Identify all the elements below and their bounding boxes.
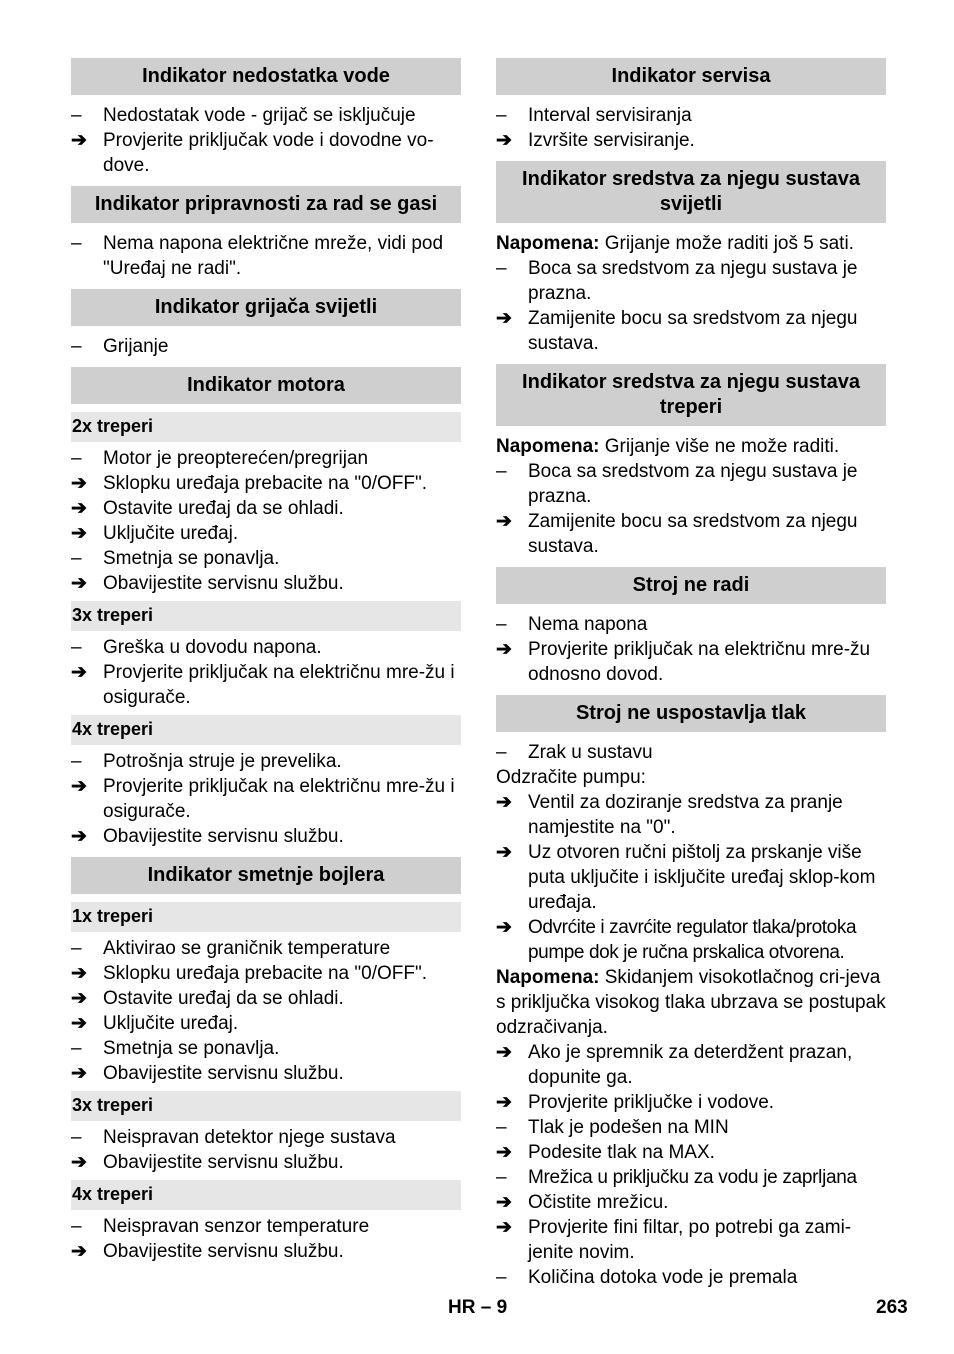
arrow-right-icon: ➔ bbox=[71, 826, 87, 847]
list-item: – Greška u dovodu napona. bbox=[71, 637, 322, 658]
arrow-right-icon: ➔ bbox=[71, 1063, 87, 1084]
arrow-right-icon: ➔ bbox=[71, 1013, 87, 1034]
list-item: ➔ Provjerite fini filtar, po potrebi ga zami-jenite novim. bbox=[496, 1217, 852, 1263]
list-item: ➔ Odvrćite i zavrćite regulator tlaka/protoka pumpe dok je ručna prskalica otvorena. bbox=[496, 917, 857, 963]
right-column bbox=[496, 58, 886, 1290]
list-item: ➔ Uključite uređaj. bbox=[71, 523, 239, 544]
section-title-machine-not-working: Stroj ne radi bbox=[496, 567, 886, 604]
list-item: ➔ Obavijestite servisnu službu. bbox=[71, 1241, 344, 1262]
paragraph: Odzračite pumpu: bbox=[496, 767, 646, 788]
list-item: – Boca sa sredstvom za njegu sustava je prazna. bbox=[496, 258, 858, 304]
dash-marker: – bbox=[496, 742, 507, 763]
list-item: ➔ Provjerite priključak na električnu mre-žu i osigurače. bbox=[71, 776, 455, 822]
dash-marker: – bbox=[496, 614, 507, 635]
list-item: ➔ Obavijestite servisnu službu. bbox=[71, 573, 344, 594]
left-column bbox=[71, 58, 461, 1264]
dash-marker: – bbox=[496, 1267, 507, 1288]
dash-marker: – bbox=[71, 105, 82, 126]
list-item: – Tlak je podešen na MIN bbox=[496, 1117, 729, 1138]
list-item: ➔ Sklopku uređaja prebacite na "0/OFF". bbox=[71, 963, 427, 984]
list-item: ➔ Obavijestite servisnu službu. bbox=[71, 1063, 344, 1084]
list-item: – Neispravan detektor njege sustava bbox=[71, 1127, 396, 1148]
list-item: – Mrežica u priključku za vodu je zaprljana bbox=[496, 1167, 857, 1188]
list-item: ➔ Zamijenite bocu sa sredstvom za njegu sustava. bbox=[496, 308, 858, 354]
dash-marker: – bbox=[71, 1038, 82, 1059]
arrow-right-icon: ➔ bbox=[71, 662, 87, 683]
list-item: – Smetnja se ponavlja. bbox=[71, 1038, 280, 1059]
dash-marker: – bbox=[71, 751, 82, 772]
arrow-right-icon: ➔ bbox=[496, 639, 512, 660]
list-item: – Količina dotoka vode je premala bbox=[496, 1267, 798, 1288]
dash-marker: – bbox=[496, 258, 507, 279]
arrow-right-icon: ➔ bbox=[496, 917, 512, 938]
section-title-ready-indicator: Indikator pripravnosti za rad se gasi bbox=[71, 186, 461, 223]
list-item: ➔ Izvršite servisiranje. bbox=[496, 130, 695, 151]
section-title-no-pressure: Stroj ne uspostavlja tlak bbox=[496, 695, 886, 732]
section-title-boiler-fault: Indikator smetnje bojlera bbox=[71, 857, 461, 894]
arrow-right-icon: ➔ bbox=[496, 792, 512, 813]
list-item: – Motor je preopterećen/pregrijan bbox=[71, 448, 369, 469]
list-item: ➔ Zamijenite bocu sa sredstvom za njegu sustava. bbox=[496, 511, 858, 557]
dash-marker: – bbox=[71, 336, 82, 357]
arrow-right-icon: ➔ bbox=[71, 523, 87, 544]
subsection-title: 2x treperi bbox=[71, 412, 461, 442]
dash-marker: – bbox=[71, 448, 82, 469]
dash-marker: – bbox=[71, 1127, 82, 1148]
subsection-title: 1x treperi bbox=[71, 902, 461, 932]
arrow-right-icon: ➔ bbox=[496, 1042, 512, 1063]
note: Napomena: Grijanje može raditi još 5 sati. bbox=[496, 233, 854, 254]
note: Napomena: Skidanjem visokotlačnog cri-jeva s priključka visokog tlaka ubrzava se postupak odzračivanja. bbox=[496, 967, 886, 1038]
arrow-right-icon: ➔ bbox=[496, 842, 512, 863]
arrow-right-icon: ➔ bbox=[496, 130, 512, 151]
list-item: – Nema napona bbox=[496, 614, 648, 635]
list-item: ➔ Očistite mrežicu. bbox=[496, 1192, 669, 1213]
section-title-care-flashing: Indikator sredstva za njegu sustava treperi bbox=[496, 364, 886, 426]
arrow-right-icon: ➔ bbox=[496, 1092, 512, 1113]
subsection-title: 3x treperi bbox=[71, 601, 461, 631]
list-item: ➔ Ostavite uređaj da se ohladi. bbox=[71, 988, 344, 1009]
arrow-right-icon: ➔ bbox=[71, 963, 87, 984]
list-item: – Nedostatak vode - grijač se isključuje bbox=[71, 105, 416, 126]
list-item: ➔ Sklopku uređaja prebacite na "0/OFF". bbox=[71, 473, 427, 494]
section-title-motor-indicator: Indikator motora bbox=[71, 367, 461, 404]
section-title-water-shortage: Indikator nedostatka vode bbox=[71, 58, 461, 95]
list-item: – Potrošnja struje je prevelika. bbox=[71, 751, 342, 772]
subsection-title: 4x treperi bbox=[71, 715, 461, 745]
list-item: ➔ Provjerite priključak vode i dovodne vo-dove. bbox=[71, 130, 434, 176]
list-item: – Neispravan senzor temperature bbox=[71, 1216, 370, 1237]
arrow-right-icon: ➔ bbox=[496, 511, 512, 532]
list-item: ➔ Ostavite uređaj da se ohladi. bbox=[71, 498, 344, 519]
list-item: ➔ Podesite tlak na MAX. bbox=[496, 1142, 715, 1163]
list-item: ➔ Uz otvoren ručni pištolj za prskanje više puta uključite i isključite uređaj sklop-kom uređaja. bbox=[496, 842, 876, 913]
dash-marker: – bbox=[71, 938, 82, 959]
arrow-right-icon: ➔ bbox=[71, 473, 87, 494]
dash-marker: – bbox=[71, 548, 82, 569]
dash-marker: – bbox=[496, 1167, 507, 1188]
arrow-right-icon: ➔ bbox=[496, 308, 512, 329]
section-title-heater-indicator: Indikator grijača svijetli bbox=[71, 289, 461, 326]
list-item: ➔ Ako je spremnik za deterdžent prazan, dopunite ga. bbox=[496, 1042, 853, 1088]
list-item: ➔ Provjerite priključak na električnu mre-žu odnosno dovod. bbox=[496, 639, 871, 685]
dash-marker: – bbox=[71, 637, 82, 658]
list-item: – Aktivirao se graničnik temperature bbox=[71, 938, 391, 959]
list-item: – Interval servisiranja bbox=[496, 105, 692, 126]
arrow-right-icon: ➔ bbox=[496, 1217, 512, 1238]
subsection-title: 4x treperi bbox=[71, 1180, 461, 1210]
list-item: ➔ Uključite uređaj. bbox=[71, 1013, 239, 1034]
arrow-right-icon: ➔ bbox=[71, 573, 87, 594]
arrow-right-icon: ➔ bbox=[71, 1241, 87, 1262]
dash-marker: – bbox=[71, 1216, 82, 1237]
page-number: 263 bbox=[876, 1297, 908, 1318]
arrow-right-icon: ➔ bbox=[71, 988, 87, 1009]
arrow-right-icon: ➔ bbox=[71, 1152, 87, 1173]
list-item: ➔ Provjerite priključak na električnu mre-žu i osigurače. bbox=[71, 662, 455, 708]
note: Napomena: Grijanje više ne može raditi. bbox=[496, 436, 840, 457]
arrow-right-icon: ➔ bbox=[71, 130, 87, 151]
section-title-care-lit: Indikator sredstva za njegu sustava svijetli bbox=[496, 161, 886, 223]
arrow-right-icon: ➔ bbox=[496, 1142, 512, 1163]
arrow-right-icon: ➔ bbox=[496, 1192, 512, 1213]
dash-marker: – bbox=[71, 233, 82, 254]
list-item: – Boca sa sredstvom za njegu sustava je prazna. bbox=[496, 461, 858, 507]
dash-marker: – bbox=[496, 461, 507, 482]
list-item: ➔ Ventil za doziranje sredstva za pranje namjestite na "0". bbox=[496, 792, 843, 838]
footer-section-label: HR – 9 bbox=[448, 1297, 508, 1318]
section-title-service-indicator: Indikator servisa bbox=[496, 58, 886, 95]
list-item: – Zrak u sustavu bbox=[496, 742, 653, 763]
list-item: – Smetnja se ponavlja. bbox=[71, 548, 280, 569]
list-item: ➔ Obavijestite servisnu službu. bbox=[71, 1152, 344, 1173]
list-item: ➔ Obavijestite servisnu službu. bbox=[71, 826, 344, 847]
list-item: – Grijanje bbox=[71, 336, 169, 357]
dash-marker: – bbox=[496, 1117, 507, 1138]
arrow-right-icon: ➔ bbox=[71, 776, 87, 797]
list-item: ➔ Provjerite priključke i vodove. bbox=[496, 1092, 775, 1113]
arrow-right-icon: ➔ bbox=[71, 498, 87, 519]
subsection-title: 3x treperi bbox=[71, 1091, 461, 1121]
dash-marker: – bbox=[496, 105, 507, 126]
list-item: – Nema napona električne mreže, vidi pod "Uređaj ne radi". bbox=[71, 233, 444, 279]
